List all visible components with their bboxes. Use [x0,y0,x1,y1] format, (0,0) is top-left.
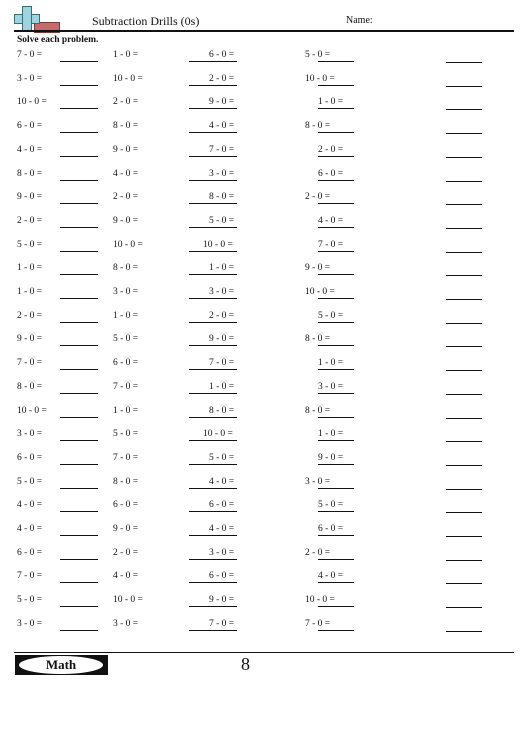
problem-text: 5 - 0 = [17,239,43,250]
problem-text: 6 - 0 = [17,452,43,463]
answer-line[interactable] [318,85,354,86]
problem-text: 9 - 0 = [17,192,43,203]
problem-text: 1 - 0 = [17,263,43,274]
problem-text: 7 - 0 = [209,358,235,369]
problem-text: 1 - 0 = [113,405,139,416]
answer-blank[interactable] [446,536,482,537]
problem-text: 10 - 0 = [305,73,335,84]
problem-text: 1 - 0 = [209,263,235,274]
problem-text: 3 - 0 = [17,429,43,440]
problem-text: 6 - 0 = [209,50,235,60]
answer-blank[interactable] [446,86,482,87]
answer-line[interactable] [318,203,354,204]
problem-text: 7 - 0 = [17,50,43,60]
problem-text: 6 - 0 = [113,500,139,511]
problem-text: 3 - 0 = [17,73,43,84]
answer-line[interactable] [318,251,354,252]
problem-text: 3 - 0 = [209,287,235,297]
answer-blank[interactable] [446,228,482,229]
problem-text: 1 - 0 = [318,97,344,108]
answer-line[interactable] [318,132,354,133]
problem-text: 2 - 0 = [209,310,235,321]
answer-line[interactable] [318,227,354,228]
problem-text: 10 - 0 = [305,287,335,297]
problem-text: 10 - 0 = [17,97,47,108]
problem-text: 7 - 0 = [113,452,139,463]
problem-text: 2 - 0 = [113,192,139,203]
problem-text: 4 - 0 = [318,215,344,226]
answer-blank[interactable] [446,275,482,276]
problem-text: 7 - 0 = [318,239,344,250]
answer-line[interactable] [318,298,354,299]
answer-blank[interactable] [446,62,482,63]
problem-text: 8 - 0 = [113,476,139,487]
problem-text: 5 - 0 = [113,429,139,440]
answer-line[interactable] [318,108,354,109]
problem-text: 5 - 0 = [17,476,43,487]
problem-text: 8 - 0 = [209,405,235,416]
problem-text: 1 - 0 = [318,358,344,369]
problem-text: 8 - 0 = [17,381,43,392]
answer-line[interactable] [318,156,354,157]
problem-text: 6 - 0 = [318,168,344,179]
problem-text: 3 - 0 = [318,381,344,392]
problem-text: 2 - 0 = [305,192,331,203]
problem-text: 10 - 0 = [17,405,47,416]
problem-text: 4 - 0 = [209,121,235,132]
answer-blank[interactable] [446,583,482,584]
problem-text: 1 - 0 = [209,381,235,392]
footer-divider [14,652,514,653]
problem-text: 9 - 0 = [17,334,43,345]
problem-text: 9 - 0 = [305,263,331,274]
problem-text: 9 - 0 = [209,97,235,108]
answer-blank[interactable] [446,394,482,395]
problem-text: 7 - 0 = [305,618,331,629]
problem-text: 4 - 0 = [318,571,344,582]
problem-text: 7 - 0 = [113,381,139,392]
answer-line[interactable] [318,180,354,181]
problem-text: 9 - 0 = [113,215,139,226]
answer-line[interactable] [318,393,354,394]
problem-text: 2 - 0 = [17,310,43,321]
problem-text: 4 - 0 = [113,571,139,582]
answer-blank[interactable] [446,512,482,513]
problem-text: 8 - 0 = [305,334,331,345]
problem-text: 7 - 0 = [17,571,43,582]
answer-blank[interactable] [446,607,482,608]
answer-blank[interactable] [446,252,482,253]
problem-text: 7 - 0 = [209,618,235,629]
problem-text: 5 - 0 = [209,215,235,226]
problem-text: 6 - 0 = [209,571,235,582]
problem-text: 8 - 0 = [305,405,331,416]
problem-text: 1 - 0 = [17,287,43,297]
problem-text: 9 - 0 = [209,334,235,345]
problem-text: 7 - 0 = [17,358,43,369]
answer-line[interactable] [318,61,354,62]
page-number: 8 [241,654,250,674]
answer-line[interactable] [318,369,354,370]
problem-text: 4 - 0 = [17,144,43,155]
problem-text: 10 - 0 = [305,595,335,606]
problem-text: 3 - 0 = [113,618,139,629]
problem-text: 2 - 0 = [305,547,331,558]
problem-text: 5 - 0 = [318,500,344,511]
problem-text: 1 - 0 = [113,310,139,321]
answer-blank[interactable] [446,109,482,110]
problem-text: 4 - 0 = [209,524,235,534]
problem-text: 4 - 0 = [113,168,139,179]
answer-blank[interactable] [446,133,482,134]
problem-text: 5 - 0 = [305,50,331,60]
problem-text: 1 - 0 = [318,429,344,440]
problem-text: 8 - 0 = [17,168,43,179]
answer-blank[interactable] [446,346,482,347]
answer-line[interactable] [318,417,354,418]
problem-text: 10 - 0 = [203,429,233,440]
problem-text: 2 - 0 = [209,73,235,84]
answer-line[interactable] [318,440,354,441]
answer-blank[interactable] [446,181,482,182]
problem-text: 8 - 0 = [209,192,235,203]
problem-text: 2 - 0 = [318,144,344,155]
problem-text: 10 - 0 = [113,595,143,606]
problem-text: 7 - 0 = [209,144,235,155]
answer-line[interactable] [318,464,354,465]
worksheet-title: Subtraction Drills (0s) [92,14,200,28]
answer-blank[interactable] [446,560,482,561]
problem-text: 3 - 0 = [113,287,139,297]
problem-text: 3 - 0 = [17,618,43,629]
problem-text: 9 - 0 = [209,595,235,606]
problem-text: 6 - 0 = [318,524,344,534]
problem-text: 10 - 0 = [113,73,143,84]
answer-line[interactable] [318,630,354,631]
answer-line[interactable] [318,345,354,346]
answer-blank[interactable] [446,441,482,442]
answer-line[interactable] [318,559,354,560]
problem-text: 8 - 0 = [305,121,331,132]
answer-line[interactable] [318,582,354,583]
problem-text: 1 - 0 = [113,50,139,60]
name-label: Name: [346,15,373,26]
problem-text: 6 - 0 = [113,358,139,369]
problem-text: 5 - 0 = [113,334,139,345]
problem-text: 2 - 0 = [113,97,139,108]
answer-blank[interactable] [446,418,482,419]
answer-blank[interactable] [446,370,482,371]
answer-line[interactable] [318,488,354,489]
problem-text: 4 - 0 = [209,476,235,487]
answer-blank[interactable] [446,299,482,300]
problem-text: 3 - 0 = [209,547,235,558]
answer-blank[interactable] [446,489,482,490]
problem-text: 6 - 0 = [17,547,43,558]
problem-text: 8 - 0 = [113,121,139,132]
problem-text: 9 - 0 = [113,524,139,534]
answer-line[interactable] [318,511,354,512]
answer-line[interactable] [318,322,354,323]
problem-text: 9 - 0 = [113,144,139,155]
answer-line[interactable] [318,606,354,607]
problem-text: 5 - 0 = [318,310,344,321]
problem-text: 4 - 0 = [17,500,43,511]
problem-text: 9 - 0 = [318,452,344,463]
answer-blank[interactable] [446,204,482,205]
problem-text: 3 - 0 = [305,476,331,487]
problem-text: 8 - 0 = [113,263,139,274]
problem-text: 10 - 0 = [113,239,143,250]
problem-text: 3 - 0 = [209,168,235,179]
answer-line[interactable] [318,274,354,275]
answer-blank[interactable] [446,323,482,324]
problem-text: 5 - 0 = [209,452,235,463]
answer-blank[interactable] [446,157,482,158]
footer-brand-label: Math [19,656,103,674]
problem-text: 6 - 0 = [209,500,235,511]
problem-text: 2 - 0 = [113,547,139,558]
instructions: Solve each problem. [17,35,99,45]
answer-line[interactable] [318,535,354,536]
problem-text: 5 - 0 = [17,595,43,606]
problem-text: 2 - 0 = [17,215,43,226]
problem-text: 10 - 0 = [203,239,233,250]
problem-text: 4 - 0 = [17,524,43,534]
problem-text: 6 - 0 = [17,121,43,132]
answer-blank[interactable] [446,631,482,632]
answer-blank[interactable] [446,465,482,466]
